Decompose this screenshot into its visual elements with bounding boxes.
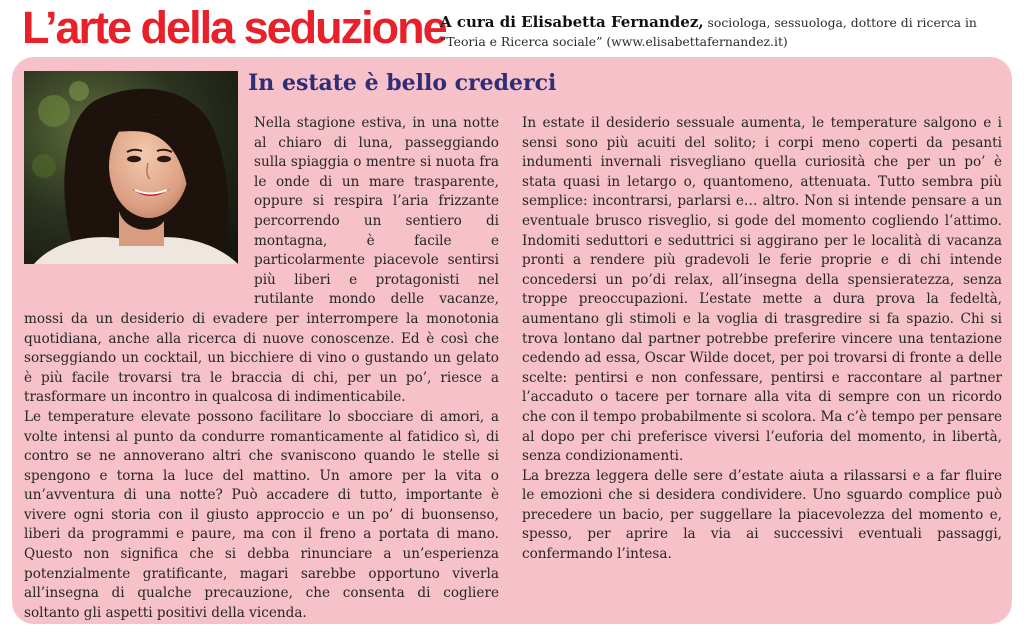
photo-wrap-spacer bbox=[24, 114, 254, 292]
author-credit bbox=[440, 13, 1012, 51]
paragraph: Le temperature elevate possono facilitare lo sbocciare di amori, a volte intensi al punto da condurre romanticamente al fatidico sì, di contro se ne annoverano altri che svaniscono quando le stelle si spengono e torna la luce del mattino. Un amore per la vita o un’avventura di una notte? Può accadere di tutto, importante è vivere ogni storia con il giusto approccio e un po’ di buonsenso, liberi da programmi e paure, ma con il freno a portata di mano. Questo non significa che si debba rinunciare a un’esperienza potenzialmente gratificante, magari sarebbe opportuno viverla all’insegna di qualche precauzione, che consenta di cogliere soltanto gli aspetti positivi della vicenda. bbox=[24, 408, 499, 621]
author-details: sociologa, sessuologa, dottore di ricerca in “Teoria e Ricerca sociale” (www.elisabettafernandez.it) bbox=[440, 15, 977, 49]
column-brand-title: L’arte della seduzione bbox=[22, 2, 446, 53]
paragraph: La brezza leggera delle sere d’estate aiuta a rilassarsi e a far fluire le emozioni che si desidera condividere. Uno sguardo complice può precedere un bacio, per suggellare la piacevolezza del momento e, spesso, per aprire la via ai successivi eventuali passaggi, confermando l’intesa. bbox=[522, 467, 1002, 563]
paragraph: In estate il desiderio sessuale aumenta, le temperature salgono e i sensi sono più acuiti del solito; i corpi meno coperti da pesanti indumenti invernali risvegliano quella curiosità che per un po’ è stata quasi in letargo o, quantomeno, attenuata. Tutto sembra più semplice: incontrarsi, parlarsi e… altro. Non si intende pensare a un eventuale brusco risveglio, si gode del momento cogliendo l’attimo. Indomiti seduttori e seduttrici si aggirano per le località di vacanza pronti a rendere più gradevoli le ferie proprie e di chi intende concedersi un po’di relax, all’insegna della spensieratezza, senza troppe preoccupazioni. L’estate mette a dura prova la fedeltà, aumentano gli stimoli e la voglia di trasgredire si fa spazio. Chi si trova lontano dal partner potrebbe preferire vincere una tentazione cedendo ad essa, Oscar Wilde docet, per poi trovarsi di fronte a delle scelte: pentirsi e non confessare, pentirsi e raccontare al partner l’accaduto o tacere per tornare alla vita di sempre con un ricordo che con il tempo probabilmente si scolora. Ma c’è tempo per pensare al dopo per chi preferisce viversi l’euforia del momento, in libertà, senza condizionamenti. bbox=[522, 115, 1002, 465]
article-title: In estate è bello crederci bbox=[248, 70, 557, 96]
article-panel bbox=[12, 57, 1012, 624]
article-column-right bbox=[522, 114, 1002, 565]
page-header bbox=[22, 2, 1012, 54]
author-name: A cura di Elisabetta Fernandez, bbox=[440, 13, 704, 31]
article-column-left bbox=[24, 114, 499, 623]
paragraph: Nella stagione estiva, in una notte al chiaro di luna, passeggiando sulla spiaggia o mentre si nuota fra le onde di un mare trasparente, oppure si respira l’aria frizzante percorrendo un sentiero di montagna, è facile e particolarmente piacevole sentirsi più liberi e protagonisti nel rutilante mondo delle vacanze, mossi da un desiderio di evadere per interrompere la monotonia quotidiana, anche alla ricerca di nuove conoscenze. Ed è così che sorseggiando un cocktail, un bicchiere di vino o gustando un gelato è più facile trovarsi tra le braccia di chi, per un po’, riesce a trasformare un incontro in qualcosa di indimenticabile. bbox=[24, 115, 499, 406]
